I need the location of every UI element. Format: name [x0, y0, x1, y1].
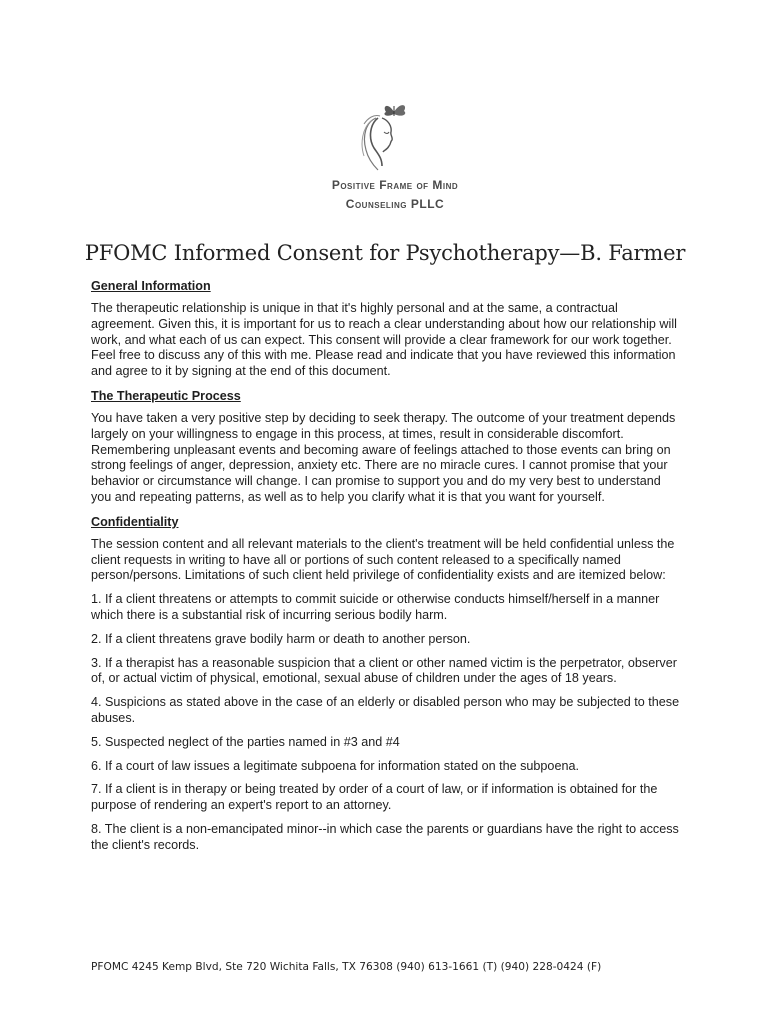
document-title: PFOMC Informed Consent for Psychotherapy—B. Farmer: [84, 241, 686, 265]
heading-confidentiality: Confidentiality: [91, 514, 179, 529]
document-body: [91, 278, 681, 862]
confidentiality-item: 5. Suspected neglect of the parties named in #3 and #4: [91, 734, 400, 749]
logo-line-2: Counseling PLLC: [345, 197, 445, 211]
paragraph-general-information: The therapeutic relationship is unique in that it's highly personal and at the same, a contractual agreement. Given this, it is important for us to reach a clear understanding about how our relationship will work, and what each of us can expect. This consent will provide a clear framework for our work together. Feel free to discuss any of this with me. Please read and indicate that you have reviewed this information and agree to it by signing at the end of this document.: [91, 301, 677, 379]
paragraph-therapeutic-process: You have taken a very positive step by deciding to seek therapy. The outcome of your treatment depends largely on your willingness to engage in this process, at times, result in considerable discomfort. Remembering unpleasant events and becoming aware of feelings attached to those events can bring on strong feelings of anger, depression, anxiety etc. There are no miracle cures. I cannot promise that your behavior or circumstance will change. I can promise to support you and do my very best to understand you and repeating patterns, as well as to help you clarify what it is that you want for yourself.: [91, 410, 676, 504]
heading-therapeutic-process: The Therapeutic Process: [91, 388, 241, 403]
confidentiality-item: 1. If a client threatens or attempts to commit suicide or otherwise conducts himself/herself in a manner which there is a substantial risk of incurring serious bodily harm.: [91, 592, 660, 622]
woman-profile-logo-icon: [348, 100, 444, 174]
confidentiality-item: 6. If a court of law issues a legitimate subpoena for information stated on the subpoena.: [91, 758, 579, 773]
practice-logo: [330, 100, 460, 220]
heading-general-information: General Information: [91, 279, 211, 293]
confidentiality-item: 4. Suspicions as stated above in the case of an elderly or disabled person who may be subjected to these abuses.: [91, 695, 680, 725]
confidentiality-item: 3. If a therapist has a reasonable suspicion that a client or other named victim is the perpetrator, observer of, or actual victim of physical, emotional, sexual abuse of children under the ages of 18 years.: [91, 655, 677, 686]
logo-line-1: Positive Frame of Mind: [331, 178, 459, 192]
confidentiality-item: 2. If a client threatens grave bodily harm or death to another person.: [91, 631, 471, 646]
page-footer-address: PFOMC 4245 Kemp Blvd, Ste 720 Wichita Falls, TX 76308 (940) 613-1661 (T) (940) 228-0424 (F): [91, 961, 602, 973]
confidentiality-item: 8. The client is a non-emancipated minor--in which case the parents or guardians have the right to access the client's records.: [91, 821, 679, 852]
confidentiality-item: 7. If a client is in therapy or being treated by order of a court of law, or if information is obtained for the purpose of rendering an expert's report to an attorney.: [91, 782, 658, 813]
paragraph-confidentiality-intro: The session content and all relevant materials to the client's treatment will be held confidential unless the client requests in writing to have all or portions of such content released to a specifically named person/persons. Limitations of such client held privilege of confidentiality exists and are itemized below:: [91, 536, 675, 583]
